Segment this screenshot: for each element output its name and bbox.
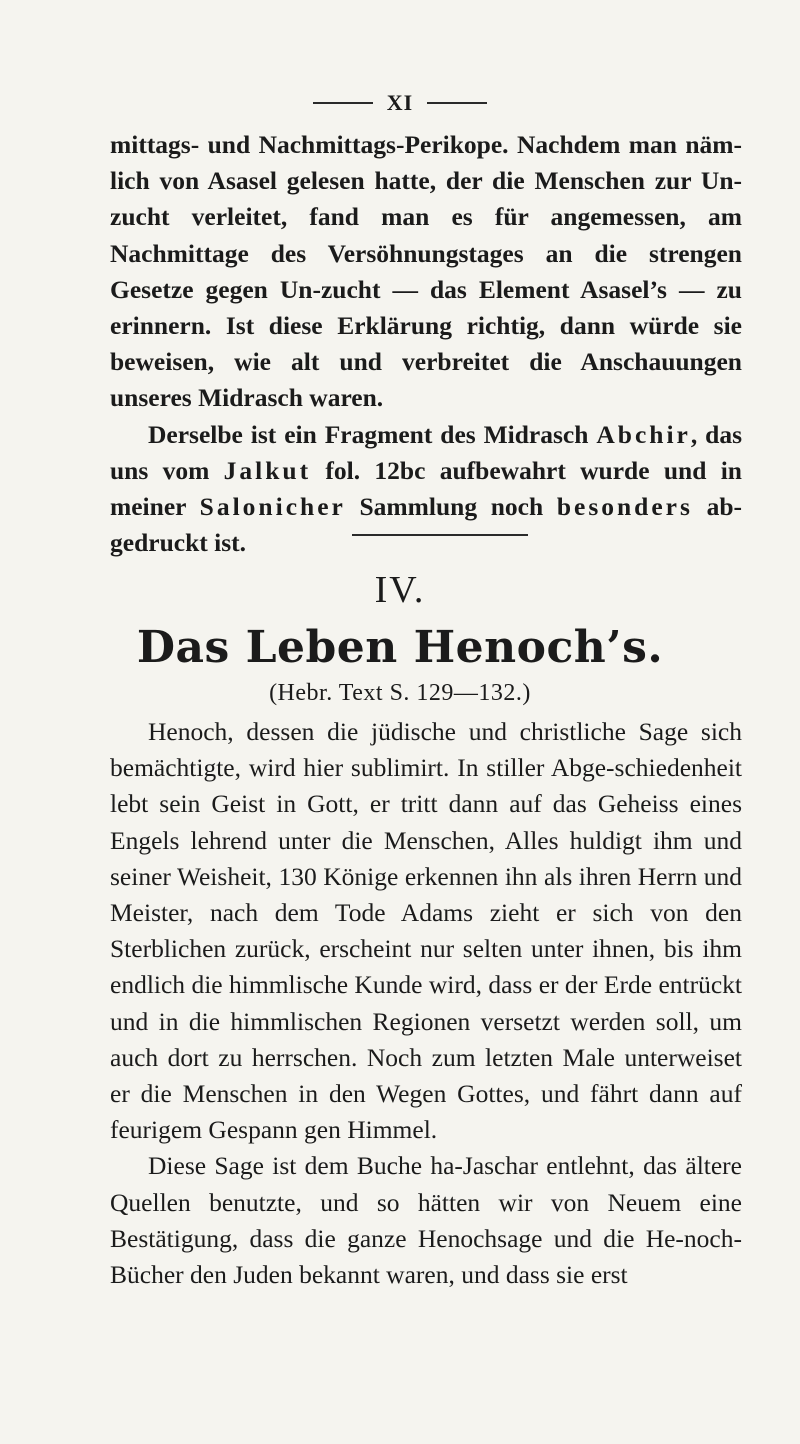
page-header [0, 90, 800, 116]
intro-p2-name-besonders: besonders [556, 492, 693, 522]
intro-paragraph-2 [110, 417, 742, 562]
header-rule-right [427, 102, 487, 104]
section-title: Das Leben Henoch’s. [136, 622, 664, 673]
section-subtitle: (Hebr. Text S. 129—132.) [269, 680, 531, 706]
intro-p2-name-salonicher: Salonicher [199, 492, 346, 522]
section-separator [352, 534, 528, 536]
intro-p2-part5: ab-gedruckt ist. [110, 492, 742, 558]
intro-p2-part4: Sammlung noch [345, 492, 557, 522]
body-paragraph-1: Henoch, dessen die jüdische und christliche Sage sich bemächtigte, wird hier sublimirt. In stiller Abge-schiedenheit lebt sein Geist in Gott, er tritt dann auf das Geheiss eines Engels lehrend unter die Menschen, Alles huldigt ihm und seiner Weisheit, 130 Könige erkennen ihn als ihren Herrn und Meister, nach dem Tode Adams zieht er sich von den Sterblichen zurück, erscheint nur selten unter ihnen, bis ihm endlich die himmlische Kunde wird, dass er der Erde entrückt und in die himmlischen Regionen versetzt werden soll, um auch dort zu herrschen. Noch zum letzten Male unterweiset er die Menschen in den Wegen Gottes, und fährt dann auf feurigem Gespann gen Himmel. [110, 717, 742, 1145]
intro-p2-name-abchir: Abchir [596, 419, 691, 449]
intro-p2-part3: fol. 12bc aufbewahrt wurde und in meiner [110, 455, 742, 522]
body-paragraph-2: Diese Sage ist dem Buche ha-Jaschar entlehnt, das ältere Quellen benutzte, und so hätten wir von Neuem eine Bestätigung, dass die ganze Henochsage und die He-noch-Bücher den Juden bekannt waren, und dass sie erst [110, 1151, 742, 1290]
page-number: XI [386, 90, 414, 115]
header-rule-left [313, 102, 373, 104]
body-text [110, 714, 742, 1293]
intro-text [110, 127, 742, 561]
intro-p2-part2: , das uns vom [110, 419, 743, 485]
section-number: IV. [374, 569, 426, 611]
intro-p2-name-jalkut: Jalkut [223, 455, 312, 485]
intro-paragraph-1: mittags- und Nachmittags-Perikope. Nachdem man näm-lich von Asasel gelesen hatte, der die Menschen zur Un-zucht verleitet, fand man es für angemessen, am Nachmittage des Versöhnungstages an die strengen Gesetze gegen Un-zucht — das Element Asasel’s — zu erinnern. Ist diese Erklärung richtig, dann würde sie beweisen, wie alt und verbreitet die Anschauungen unseres Midrasch waren. [110, 130, 742, 413]
intro-p2-part1: Derselbe ist ein Fragment des Midrasch [148, 419, 597, 449]
